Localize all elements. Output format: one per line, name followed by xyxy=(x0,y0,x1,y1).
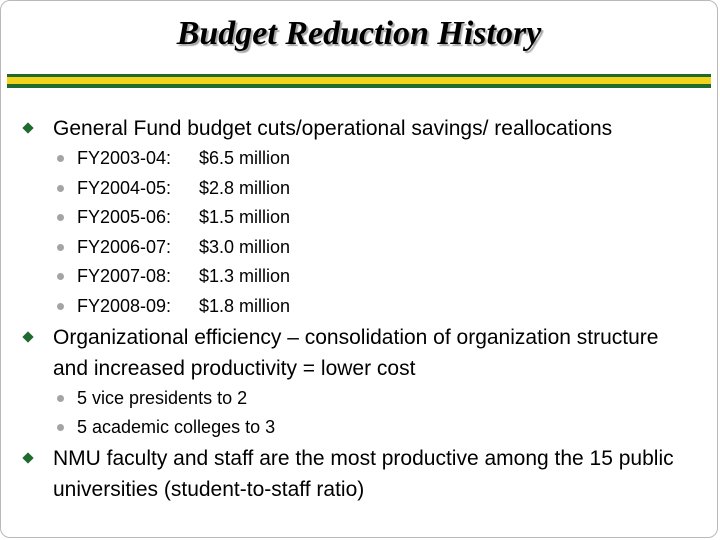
cut-amount: $1.5 million xyxy=(199,207,291,228)
sub-item-text: 5 academic colleges to 3 xyxy=(77,417,276,438)
slide-title: Budget Reduction History xyxy=(176,15,542,52)
gray-dot-icon xyxy=(57,424,64,431)
fiscal-year: FY2006-07: xyxy=(77,236,172,257)
gray-dot-icon xyxy=(57,244,64,251)
sub-item-text: 5 vice presidents to 2 xyxy=(77,387,248,408)
cut-amount: $6.5 million xyxy=(199,148,291,168)
fiscal-year: FY2007-08: xyxy=(77,266,172,287)
title-area xyxy=(1,1,717,73)
cut-amount: $3.0 million xyxy=(199,236,291,257)
cut-amount: $2.8 million xyxy=(199,177,291,198)
divider-green-bottom xyxy=(7,84,711,88)
fiscal-year: FY2003-04: xyxy=(77,148,172,168)
list-item xyxy=(1,233,717,263)
gray-dot-icon xyxy=(57,395,64,402)
list-item xyxy=(1,292,717,322)
list-item xyxy=(1,262,717,292)
fiscal-year: FY2004-05: xyxy=(77,177,172,198)
gray-dot-icon xyxy=(57,273,64,280)
fiscal-year: FY2008-09: xyxy=(77,295,172,316)
list-item xyxy=(1,384,717,414)
bullet-text: General Fund budget cuts/operational savings/ reallocations xyxy=(53,117,613,140)
list-item xyxy=(1,174,717,204)
gray-dot-icon xyxy=(57,214,64,221)
bullet-text: Organizational efficiency – consolidation of organization structure and increased productivity = lower cost xyxy=(53,325,659,380)
list-item xyxy=(1,413,717,443)
list-item xyxy=(1,203,717,233)
bullet-general-fund xyxy=(1,113,695,144)
green-diamond-icon xyxy=(22,122,33,133)
slide-body xyxy=(1,113,717,505)
title-divider xyxy=(7,74,711,90)
list-item xyxy=(1,144,717,174)
gray-dot-icon xyxy=(57,303,64,310)
cut-amount: $1.3 million xyxy=(199,266,291,287)
green-diamond-icon xyxy=(22,331,33,342)
bullet-text: NMU faculty and staff are the most productive among the 15 public universities (student-to-staff ratio) xyxy=(53,446,674,501)
gray-dot-icon xyxy=(57,185,64,192)
green-diamond-icon xyxy=(22,452,33,463)
bullet-organizational-efficiency xyxy=(1,322,695,384)
bullet-nmu-productivity xyxy=(1,443,695,505)
divider-gold xyxy=(7,77,711,84)
gray-dot-icon xyxy=(57,155,64,162)
cut-amount: $1.8 million xyxy=(199,295,291,316)
fiscal-year: FY2005-06: xyxy=(77,207,172,228)
